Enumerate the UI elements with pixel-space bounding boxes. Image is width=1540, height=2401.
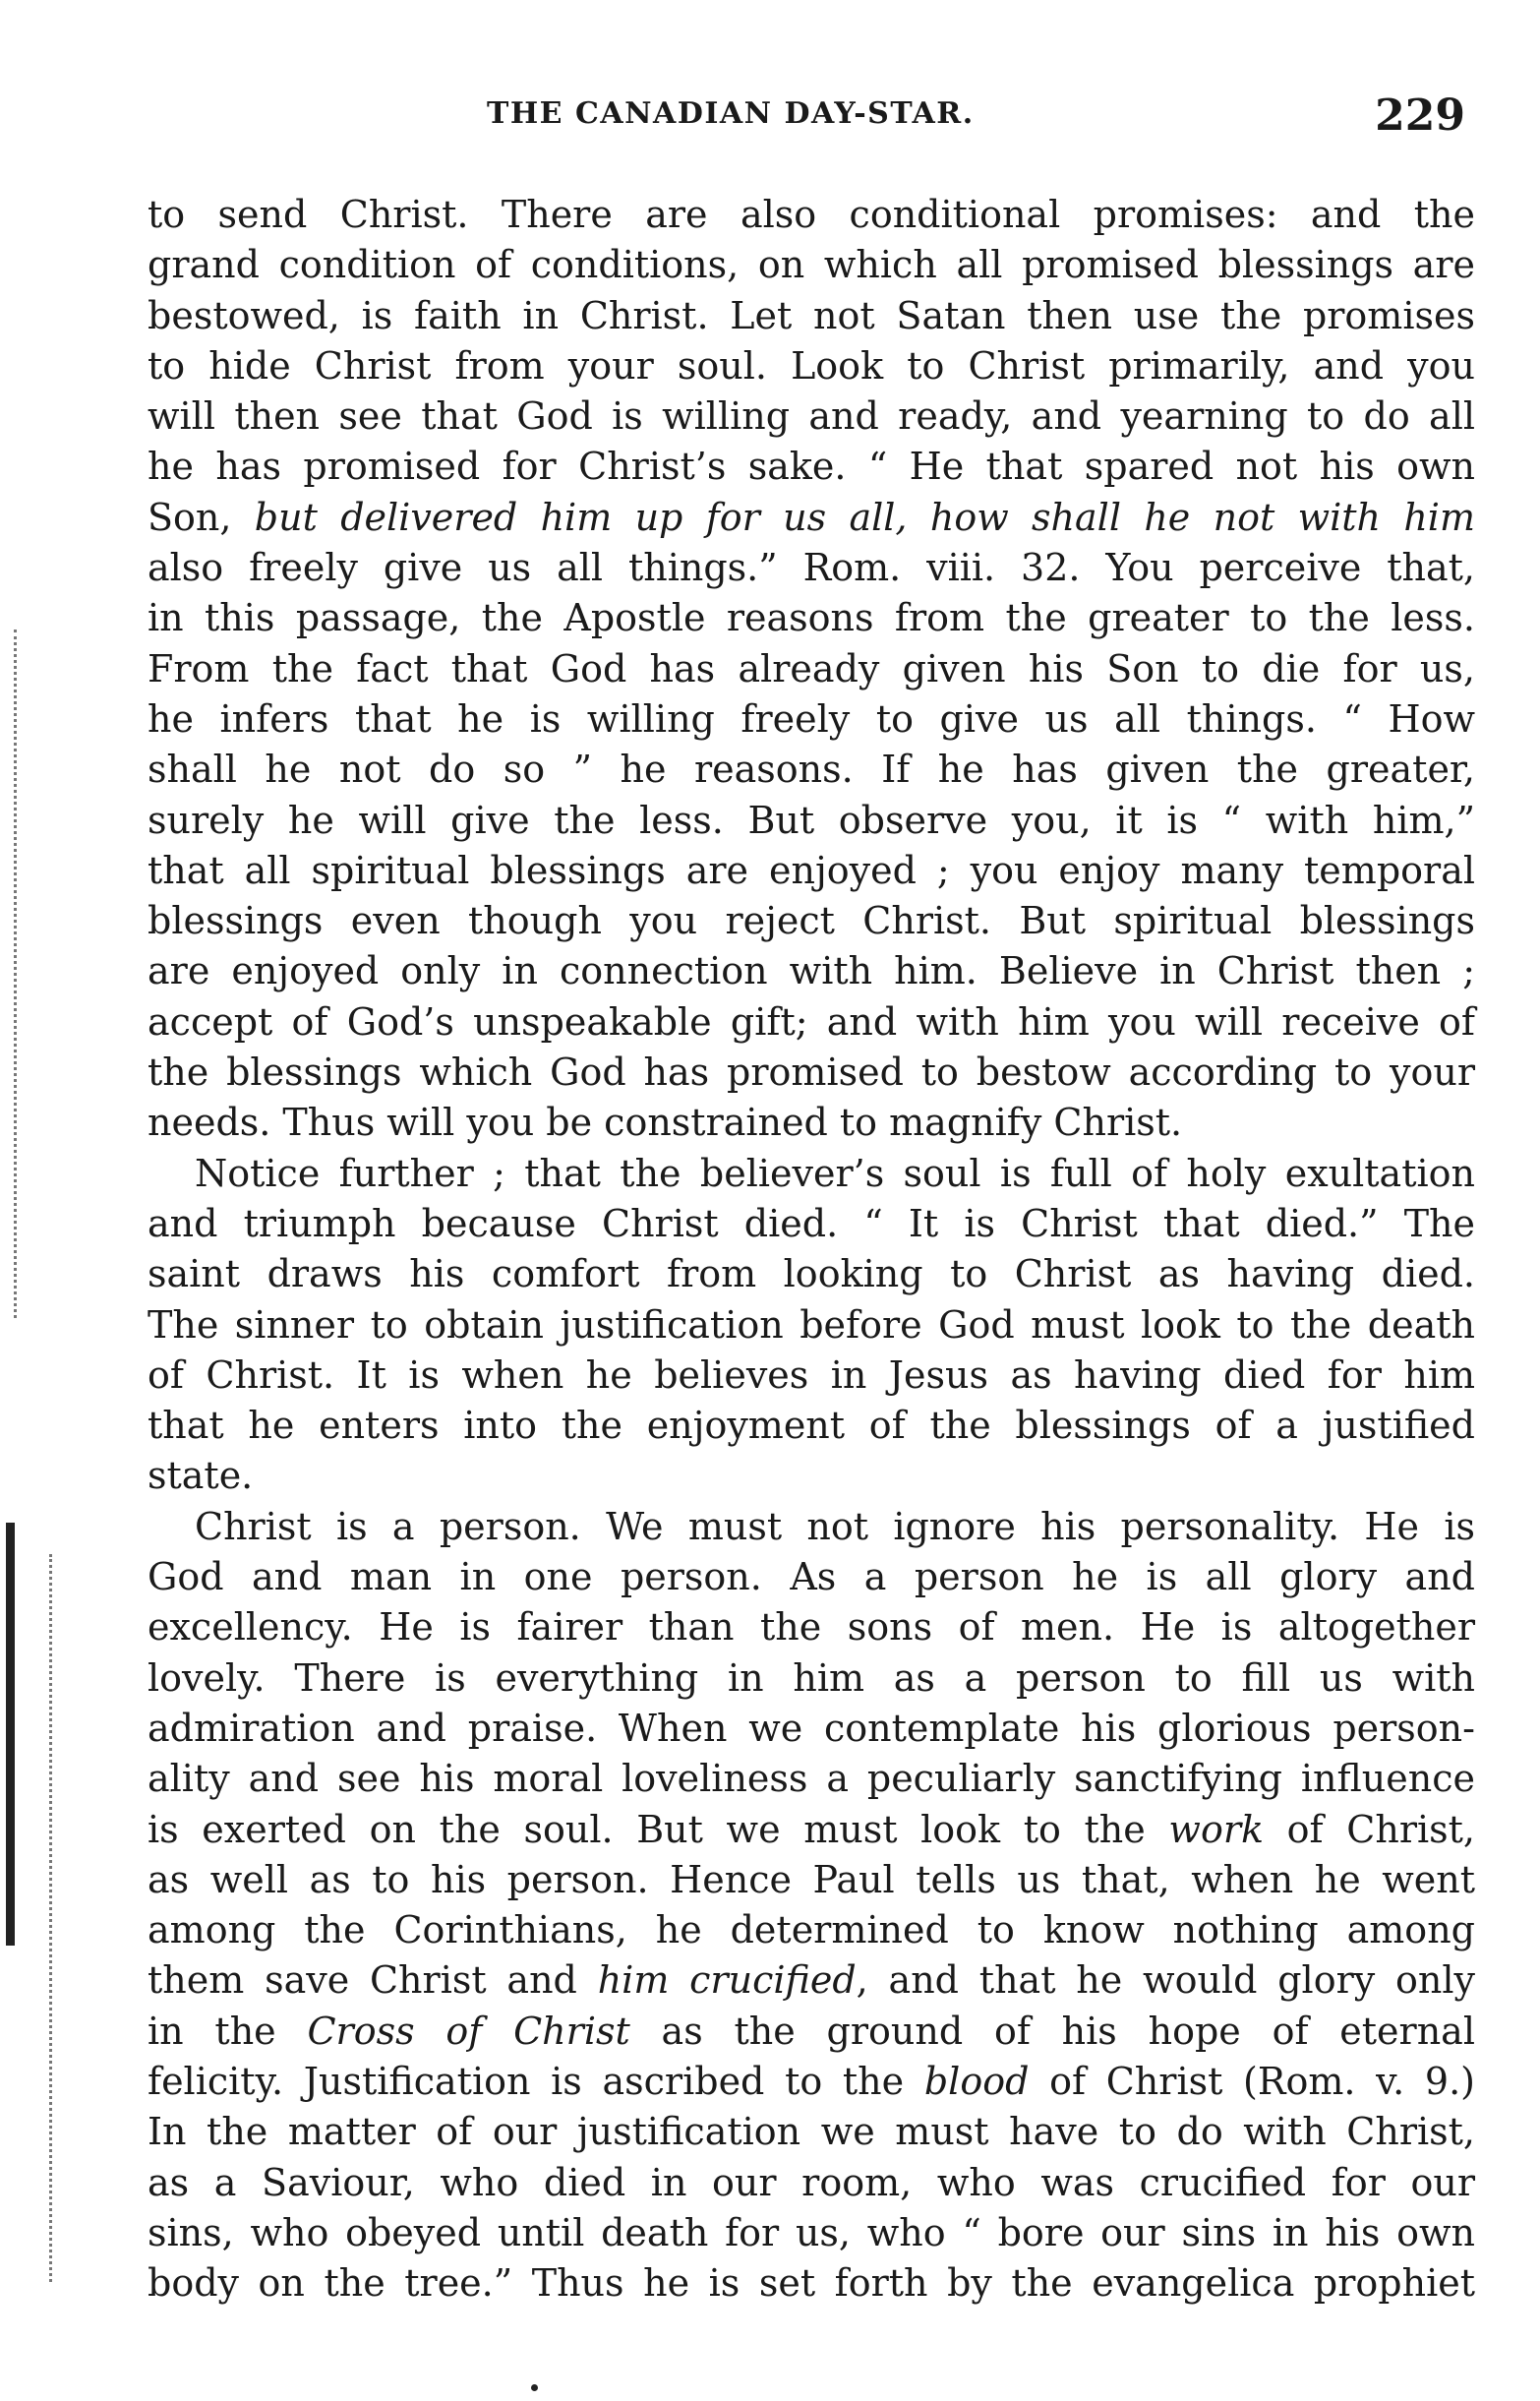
text-line: among the Corinthians, he determined to know nothing among — [148, 1908, 1475, 1952]
text-line: admiration and praise. When we contemplate his glorious person- — [148, 1706, 1475, 1750]
text-line: God and man in one person. As a person he is all glory and — [148, 1555, 1475, 1599]
text-line: to hide Christ from your soul. Look to Christ primarily, and you — [148, 343, 1475, 388]
body-text — [148, 190, 1475, 2309]
text-line: In the matter of our justification we must have to do with Christ, — [148, 2110, 1475, 2154]
italic-phrase: Cross of Christ — [307, 2009, 630, 2053]
paragraph-start-line: Notice further ; that the believer’s soul is full of holy exultation — [195, 1151, 1475, 1195]
paragraph-start-line: Christ is a person. We must not ignore his personality. He is — [195, 1504, 1475, 1548]
text-line: bestowed, is faith in Christ. Let not Satan then use the promises — [148, 293, 1475, 337]
page-speck — [531, 2384, 538, 2391]
text-line: that all spiritual blessings are enjoyed ; you enjoy many temporal — [148, 848, 1475, 892]
text-line: felicity. Justification is ascribed to the blood of Christ (Rom. v. 9.) — [148, 2059, 1475, 2103]
italic-phrase: work — [1168, 1807, 1265, 1851]
italic-phrase: him crucified — [597, 1958, 857, 2003]
text-line: he infers that he is willing freely to give us all things. “ How — [148, 696, 1475, 741]
text-line: also freely give us all things.” Rom. viii. 32. You perceive that, — [148, 546, 1475, 590]
text-line: of Christ. It is when he believes in Jesus as having died for him — [148, 1352, 1475, 1397]
text-line: grand condition of conditions, on which all promised blessings are — [148, 243, 1475, 287]
text-line: From the fact that God has already given his Son to die for us, — [148, 646, 1475, 690]
text-line: and triumph because Christ died. “ It is Christ that died.” The — [148, 1201, 1475, 1245]
text-line: excellency. He is fairer than the sons of men. He is altogether — [148, 1605, 1475, 1650]
text-line: as well as to his person. Hence Paul tells us that, when he went — [148, 1857, 1475, 1901]
text-line: lovely. There is everything in him as a person to fill us with — [148, 1655, 1475, 1700]
text-line: is exerted on the soul. But we must look to the work of Christ, — [148, 1807, 1475, 1851]
page-number: 229 — [1375, 90, 1465, 141]
margin-scan-bar — [6, 1523, 15, 1946]
text-line: he has promised for Christ’s sake. “ He that spared not his own — [148, 445, 1475, 489]
italic-phrase: blood — [923, 2059, 1030, 2103]
page-header — [148, 90, 1465, 150]
text-line: shall he not do so ” he reasons. If he has given the greater, — [148, 748, 1475, 792]
text-line: are enjoyed only in connection with him. Believe in Christ then ; — [148, 949, 1475, 993]
text-line: them save Christ and him crucified, and that he would glory only — [148, 1958, 1475, 2003]
text-line: accept of God’s unspeakable gift; and with him you will receive of — [148, 999, 1475, 1044]
text-line: body on the tree.” Thus he is set forth by the evangelica prophiet — [148, 2261, 1475, 2306]
text-line: will then see that God is willing and ready, and yearning to do all — [148, 394, 1475, 439]
italic-phrase: but delivered him up for us all, how shall he not with him — [254, 495, 1475, 539]
text-line: ality and see his moral loveliness a peculiarly sanctifying influence — [148, 1757, 1475, 1801]
text-line: as a Saviour, who died in our room, who was crucified for our — [148, 2160, 1475, 2204]
running-head: THE CANADIAN DAY-STAR. — [487, 96, 975, 131]
text-line: The sinner to obtain justification before God must look to the death — [148, 1302, 1475, 1347]
text-line: sins, who obeyed until death for us, who “ bore our sins in his own — [148, 2210, 1475, 2254]
text-line: that he enters into the enjoyment of the blessings of a justified — [148, 1404, 1475, 1448]
margin-dots — [14, 630, 20, 1318]
text-line: surely he will give the less. But observe you, it is “ with him,” — [148, 798, 1475, 842]
text-line: Son, but delivered him up for us all, how shall he not with him — [148, 495, 1475, 539]
text-line: needs. Thus will you be constrained to magnify Christ. — [148, 1101, 1183, 1145]
text-line: saint draws his comfort from looking to Christ as having died. — [148, 1252, 1475, 1296]
margin-dots — [49, 1554, 55, 2282]
text-line: the blessings which God has promised to bestow according to your — [148, 1050, 1475, 1095]
text-line: in this passage, the Apostle reasons from the greater to the less. — [148, 596, 1475, 640]
text-line: state. — [148, 1454, 254, 1498]
text-line: in the Cross of Christ as the ground of his hope of eternal — [148, 2009, 1475, 2053]
text-line: blessings even though you reject Christ. But spiritual blessings — [148, 899, 1475, 943]
text-line: to send Christ. There are also conditional promises: and the — [148, 193, 1475, 236]
